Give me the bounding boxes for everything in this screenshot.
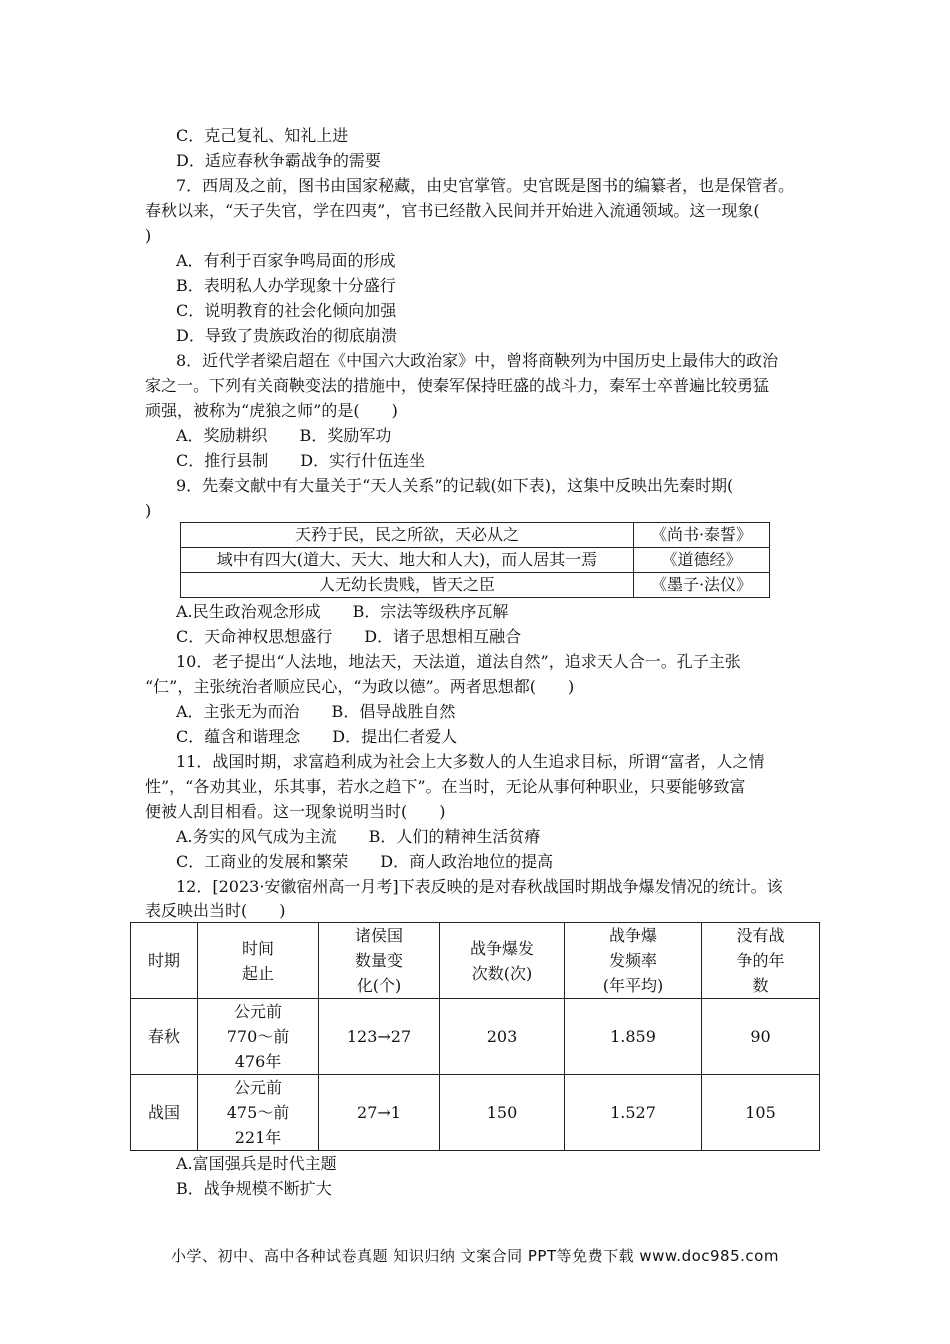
table-cell: 1.859 xyxy=(565,999,702,1075)
table-cell: 战国 xyxy=(131,1075,198,1151)
header-cell: 诸侯国 数量变 化(个) xyxy=(319,923,440,999)
quote-cell: 域中有四大(道大、天大、地大和人大)，而人居其一焉 xyxy=(181,548,634,573)
header-cell: 战争爆 发频率 (年平均) xyxy=(565,923,702,999)
q6-option-d: D．适应春秋争霸战争的需要 xyxy=(176,151,381,170)
table-row xyxy=(131,999,820,1075)
table-cell: 150 xyxy=(440,1075,565,1151)
q7-stem-line3: ) xyxy=(145,226,152,245)
q11-options-cd: C．工商业的发展和繁荣 D．商人政治地位的提高 xyxy=(176,852,554,871)
q7-option-c: C．说明教育的社会化倾向加强 xyxy=(176,301,397,320)
source-cell: 《尚书·泰誓》 xyxy=(634,523,770,548)
table-cell: 90 xyxy=(702,999,820,1075)
header-cell: 没有战 争的年 数 xyxy=(702,923,820,999)
q10-stem-line1: 10．老子提出“人法地，地法天，天法道，道法自然”，追求天人合一。孔子主张 xyxy=(176,652,741,671)
header-cell: 时期 xyxy=(131,923,198,999)
table-row xyxy=(181,548,770,573)
q9-stem-line2: ) xyxy=(145,501,152,520)
table-cell: 27→1 xyxy=(319,1075,440,1151)
header-cell: 战争爆发 次数(次) xyxy=(440,923,565,999)
q8-stem-line1: 8．近代学者梁启超在《中国六大政治家》中，曾将商鞅列为中国历史上最伟大的政治 xyxy=(176,351,779,370)
q12-option-b: B．战争规模不断扩大 xyxy=(176,1179,332,1198)
q9-stem-line1: 9．先秦文献中有大量关于“天人关系”的记载(如下表)，这集中反映出先秦时期( xyxy=(176,476,734,495)
q9-options-cd: C．天命神权思想盛行 D．诸子思想相互融合 xyxy=(176,627,522,646)
q12-war-table xyxy=(130,922,820,1151)
table-cell: 公元前 770～前 476年 xyxy=(198,999,319,1075)
page-footer: 小学、初中、高中各种试卷真题 知识归纳 文案合同 PPT等免费下载 www.doc985.com xyxy=(171,1247,779,1265)
table-header-row xyxy=(131,923,820,999)
q7-option-b: B．表明私人办学现象十分盛行 xyxy=(176,276,396,295)
table-cell: 123→27 xyxy=(319,999,440,1075)
q9-options-ab: A.民生政治观念形成 B．宗法等级秩序瓦解 xyxy=(176,602,509,621)
q6-option-c: C．克己复礼、知礼上进 xyxy=(176,126,349,145)
q11-options-ab: A.务实的风气成为主流 B．人们的精神生活贫瘠 xyxy=(176,827,541,846)
q8-stem-line2: 家之一。下列有关商鞅变法的措施中，使秦军保持旺盛的战斗力，秦军士卒普遍比较勇猛 xyxy=(145,376,770,395)
q7-stem-line1: 7．西周及之前，图书由国家秘藏，由史官掌管。史官既是图书的编纂者，也是保管者。 xyxy=(176,176,795,195)
source-cell: 《墨子·法仪》 xyxy=(634,573,770,598)
table-cell: 105 xyxy=(702,1075,820,1151)
q10-stem-line2: “仁”，主张统治者顺应民心，“为政以德”。两者思想都( ) xyxy=(145,677,575,696)
q7-option-d: D．导致了贵族政治的彻底崩溃 xyxy=(176,326,397,345)
table-cell: 春秋 xyxy=(131,999,198,1075)
table-row xyxy=(181,573,770,598)
q11-stem-line2: 性”，“各劝其业，乐其事，若水之趋下”。在当时，无论从事何种职业，只要能够致富 xyxy=(145,777,746,796)
table-row xyxy=(181,523,770,548)
table-cell: 公元前 475～前 221年 xyxy=(198,1075,319,1151)
q11-stem-line1: 11．战国时期，求富趋利成为社会上大多数人的人生追求目标，所谓“富者，人之情 xyxy=(176,752,765,771)
header-cell: 时间 起止 xyxy=(198,923,319,999)
q12-stem-line2: 表反映出当时( ) xyxy=(145,901,286,920)
q10-options-cd: C．蕴含和谐理念 D．提出仁者爱人 xyxy=(176,727,458,746)
q8-options-cd: C．推行县制 D．实行什伍连坐 xyxy=(176,451,426,470)
table-row xyxy=(131,1075,820,1151)
q8-stem-line3: 顽强，被称为“虎狼之师”的是( ) xyxy=(145,401,398,420)
q7-option-a: A．有利于百家争鸣局面的形成 xyxy=(176,251,396,270)
q7-stem-line2: 春秋以来，“天子失官，学在四夷”，官书已经散入民间并开始进入流通领域。这一现象( xyxy=(145,201,760,220)
q11-stem-line3: 便被人刮目相看。这一现象说明当时( ) xyxy=(145,802,446,821)
quote-cell: 天矜于民，民之所欲，天必从之 xyxy=(181,523,634,548)
q10-options-ab: A．主张无为而治 B．倡导战胜自然 xyxy=(176,702,456,721)
table-cell: 203 xyxy=(440,999,565,1075)
q9-quote-table xyxy=(180,522,770,598)
q12-stem-line1: 12．[2023·安徽宿州高一月考]下表反映的是对春秋战国时期战争爆发情况的统计。该 xyxy=(176,877,783,896)
source-cell: 《道德经》 xyxy=(634,548,770,573)
q12-option-a: A.富国强兵是时代主题 xyxy=(176,1154,337,1173)
table-cell: 1.527 xyxy=(565,1075,702,1151)
q8-options-ab: A．奖励耕织 B．奖励军功 xyxy=(176,426,392,445)
quote-cell: 人无幼长贵贱，皆天之臣 xyxy=(181,573,634,598)
